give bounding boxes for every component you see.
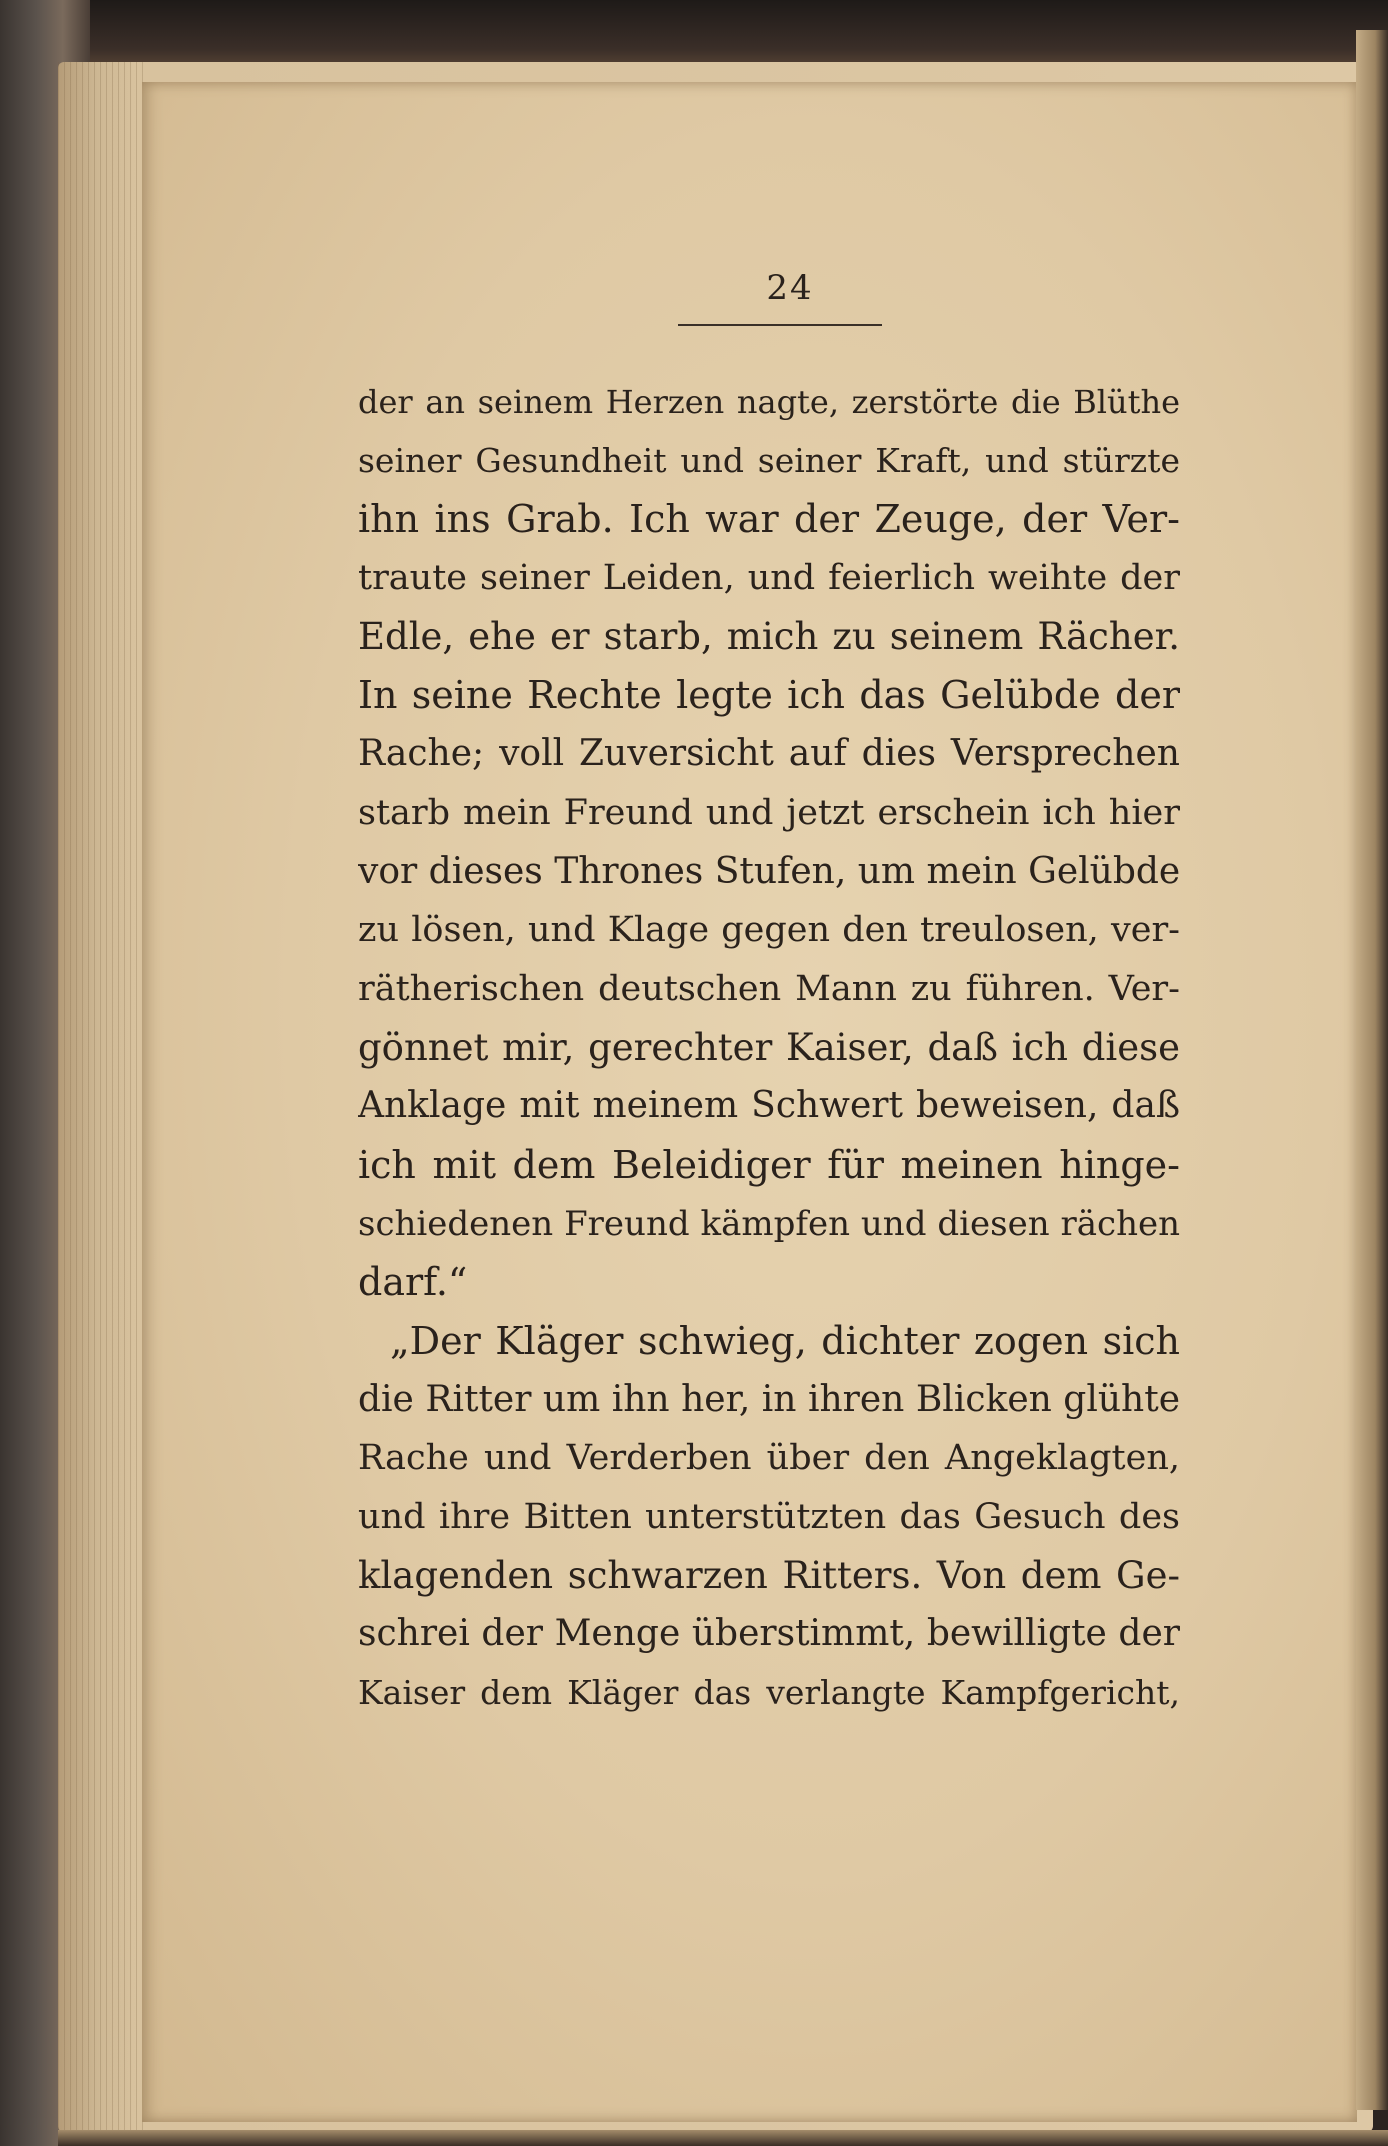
text-line: der an seinem Herzen nagte, zerstörte die Blüthe: [358, 383, 1180, 421]
text-line: starb mein Freund und jetzt erschein ich hier: [358, 792, 1180, 833]
text-line: ich mit dem Beleidiger für meinen hinge-: [358, 1142, 1180, 1187]
text-line: zu lösen, und Klage gegen den treulosen, ver-: [358, 910, 1180, 951]
paragraph-first-line: „Der Kläger schwieg, dichter zogen sich: [390, 1319, 1180, 1363]
text-line: ihn ins Grab. Ich war der Zeuge, der Ver-: [358, 497, 1180, 542]
text-line: Anklage mit meinem Schwert beweisen, daß: [358, 1085, 1180, 1127]
text-line: seiner Gesundheit und seiner Kraft, und stürzte: [358, 440, 1180, 480]
text-line: und ihre Bitten unterstützten das Gesuch des: [358, 1497, 1180, 1538]
text-line: klagenden schwarzen Ritters. Von dem Ge-: [358, 1553, 1180, 1597]
text-line: vor dieses Thrones Stufen, um mein Gelübde: [358, 850, 1180, 892]
book-cover-right-edge: [1356, 30, 1388, 2110]
header-rule: [678, 324, 882, 326]
book-cover-bottom-edge: [58, 2130, 1388, 2146]
body-text: [358, 373, 1180, 1723]
text-line: rätherischen deutschen Mann zu führen. Ver-: [358, 968, 1180, 1009]
text-line: Rache und Verderben über den Angeklagten,: [358, 1438, 1180, 1479]
text-line: Kaiser dem Kläger das verlangte Kampfgericht,: [358, 1673, 1180, 1713]
page-number: 24: [766, 268, 814, 308]
text-line: Edle, ehe er starb, mich zu seinem Rächer.: [358, 614, 1180, 658]
text-line: gönnet mir, gerechter Kaiser, daß ich diese: [358, 1025, 1180, 1069]
text-line: In seine Rechte legte ich das Gelübde der: [358, 673, 1180, 718]
book-cover-top: [0, 0, 1388, 70]
text-line: Rache; voll Zuversicht auf dies Versprechen: [358, 733, 1180, 775]
text-line: traute seiner Leiden, und feierlich weihte der: [358, 558, 1180, 599]
text-line: schiedenen Freund kämpfen und diesen rächen: [358, 1203, 1180, 1244]
text-line: die Ritter um ihn her, in ihren Blicken glühte: [358, 1378, 1180, 1420]
text-line: darf.“: [358, 1260, 468, 1305]
text-line: schrei der Menge überstimmt, bewilligte der: [358, 1613, 1180, 1655]
